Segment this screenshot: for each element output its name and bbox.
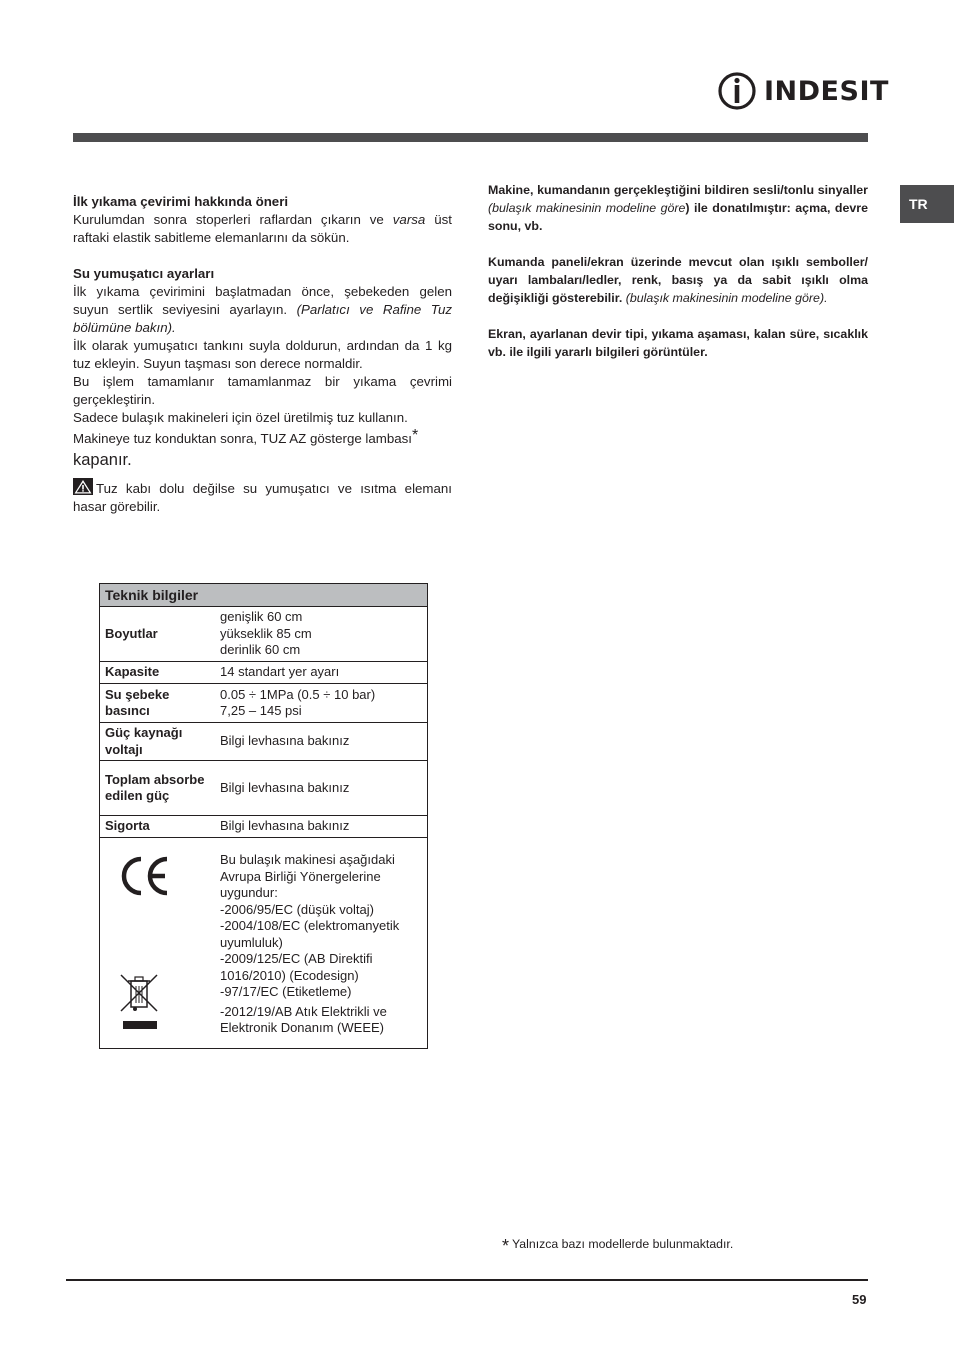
row-value: Bilgi levhasına bakınız xyxy=(210,761,427,816)
softener-text-3: Bu işlem tamamlanır tamamlanmaz bir yıkama çevrimi gerçekleştirin. xyxy=(73,374,452,407)
table-row xyxy=(100,761,427,816)
indesit-logo-icon xyxy=(718,70,758,112)
softener-text-4: Sadece bulaşık makineleri için özel üretilmiş tuz kullanın. xyxy=(73,410,408,425)
language-tab: TR xyxy=(900,185,954,223)
table-row xyxy=(100,607,427,662)
right-column xyxy=(488,181,868,379)
table-row xyxy=(100,723,427,761)
softener-text-5: Makineye tuz konduktan sonra, TUZ AZ gösterge lambası* xyxy=(73,427,419,446)
table-row xyxy=(100,816,427,838)
softener-text-1: İlk yıkama çevirimini başlatmadan önce, şebekeden gelen suyun sertlik seviyesini ayarlayın. (Parlatıcı ve Rafine Tuz bölümüne bakın). xyxy=(73,284,452,335)
row-label: Sigorta xyxy=(100,816,210,838)
warning-icon xyxy=(73,478,93,495)
row-value: genişlik 60 cm yükseklik 85 cm derinlik 60 cm xyxy=(210,607,427,662)
ce-mark-icon xyxy=(119,856,171,896)
table-row xyxy=(100,838,427,1048)
first-wash-heading: İlk yıkama çevirimi hakkında öneri xyxy=(73,194,289,209)
row-value: 0.05 ÷ 1MPa (0.5 ÷ 10 bar) 7,25 – 145 psi xyxy=(210,684,427,723)
compliance-marks xyxy=(100,838,210,1048)
salt-warning: Tuz kabı dolu değilse su yumuşatıcı ve ısıtma elemanı hasar görebilir. xyxy=(73,478,452,516)
header-divider xyxy=(73,133,868,142)
row-value: 14 standart yer ayarı xyxy=(210,662,427,684)
row-label: Toplam absorbe edilen güç xyxy=(100,761,210,816)
left-column xyxy=(73,193,452,516)
indesit-logo xyxy=(718,70,889,112)
table-row xyxy=(100,662,427,684)
panel-lights-text: Kumanda paneli/ekran üzerinde mevcut olan ışıklı semboller/ uyarı lambaları/ledler, renk, basış ya da sabit ışıklı olma değişikliği gösterebilir. (bulaşık makinesinin modeline göre). xyxy=(488,255,868,305)
compliance-text: Bu bulaşık makinesi aşağıdaki Avrupa Birliği Yönergelerine uygundur: -2006/95/EC (düşük voltaj) -2004/108/EC (elektromanyetik uyumluluk) -2009/125/EC (AB Direktifi 1016/2010) (Ecodesign) -97/17/EC (Etiketleme) -2012/19/AB Atık Elektrikli ve Elektronik Donanım (WEEE) xyxy=(210,838,427,1048)
softener-text-2: İlk olarak yumuşatıcı tankını suyla doldurun, ardından da 1 kg tuz ekleyin. Suyun taşması son derece normaldir. xyxy=(73,338,452,371)
sound-signals-text: Makine, kumandanın gerçekleştiğini bildiren sesli/tonlu sinyaller (bulaşık makinesinin modeline göre) ile donatılmıştır: açma, devre sonu, vb. xyxy=(488,183,868,233)
row-label: Su şebeke basıncı xyxy=(100,684,210,723)
technical-data-table xyxy=(99,583,428,1049)
table-row xyxy=(100,684,427,723)
row-label: Güç kaynağı voltajı xyxy=(100,723,210,761)
brand-name: INDESIT xyxy=(764,75,889,107)
softener-text-5-end: kapanır. xyxy=(73,451,132,469)
water-softener-heading: Su yumuşatıcı ayarları xyxy=(73,266,215,281)
row-value: Bilgi levhasına bakınız xyxy=(210,723,427,761)
first-wash-text: Kurulumdan sonra stoperleri raflardan çıkarın ve varsa üst raftaki elastik sabitleme elemanlarını da sökün. xyxy=(73,212,452,245)
weee-bin-icon xyxy=(119,973,161,1031)
row-label: Kapasite xyxy=(100,662,210,684)
display-info-text: Ekran, ayarlanan devir tipi, yıkama aşaması, kalan süre, sıcaklık vb. ile ilgili yararlı bilgileri görüntüler. xyxy=(488,327,868,359)
table-title: Teknik bilgiler xyxy=(100,584,427,607)
row-label: Boyutlar xyxy=(100,607,210,662)
row-value: Bilgi levhasına bakınız xyxy=(210,816,427,838)
page-number: 59 xyxy=(852,1292,867,1307)
footer-divider xyxy=(66,1279,868,1281)
footnote: * Yalnızca bazı modellerde bulunmaktadır. xyxy=(502,1236,734,1256)
